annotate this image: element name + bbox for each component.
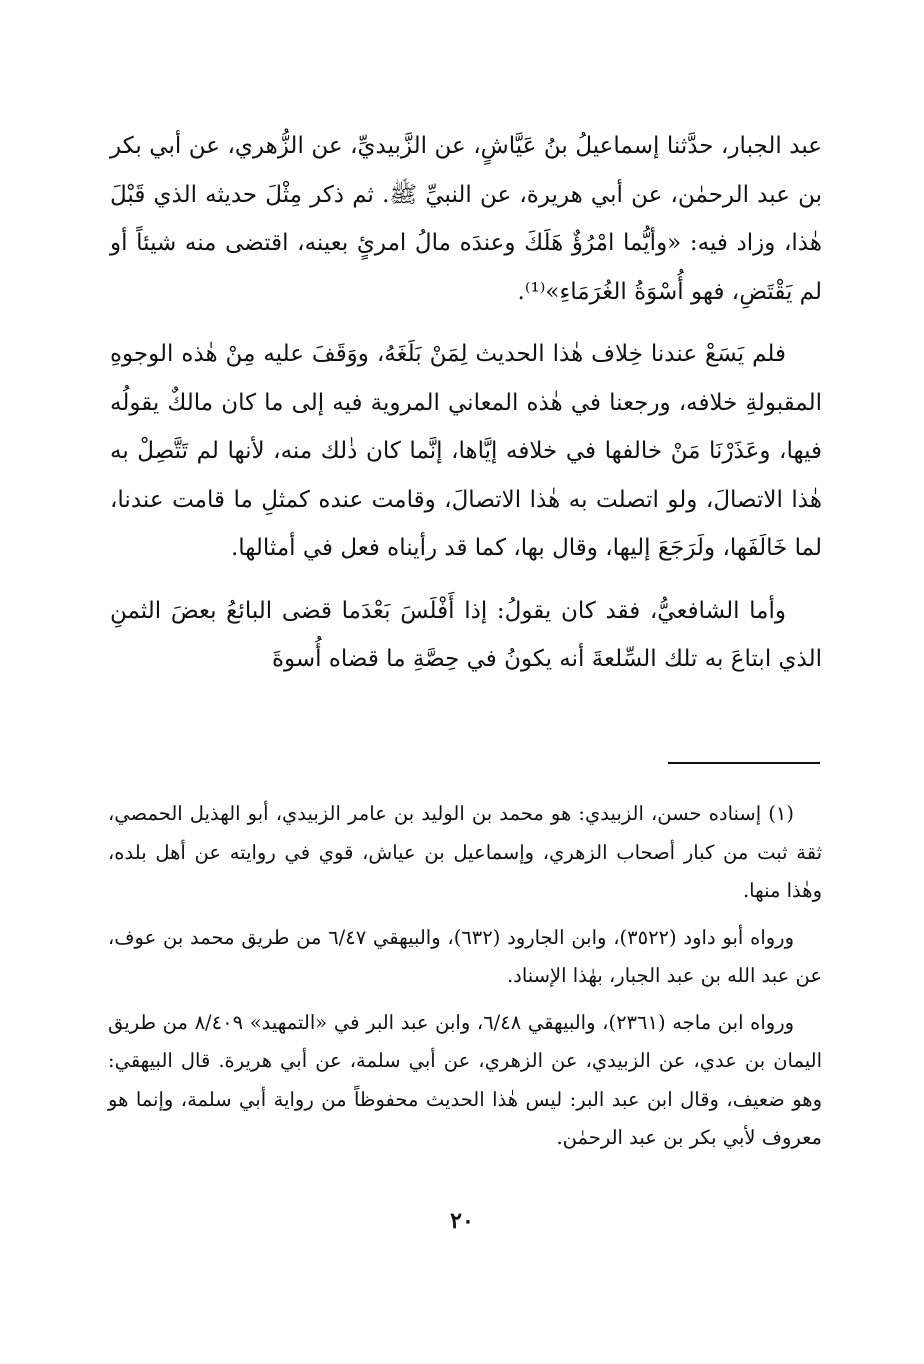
footnote-gap — [108, 996, 822, 1004]
footnote-1-isnad: (١) إسناده حسن، الزبيدي: هو محمد بن الوليد بن عامر الزبيدي، أبو الهذيل الحمصي، ثقة ثبت من كبار أصحاب الزهري، وإسماعيل بن عياش، قوي في روايته عن أهل بلده، وهٰذا منها. — [108, 802, 822, 902]
main-text-block — [110, 122, 822, 684]
page-number: ٢٠ — [450, 1208, 474, 1234]
footnote-1-abu-dawud: ورواه أبو داود (٣٥٢٢)، وابن الجارود (٦٣٢)، والبيهقي ٦/٤٧ من طريق محمد بن عوف، عن عبد الله بن عبد الجبار، بهٰذا الإسناد. — [108, 925, 822, 987]
footnote-separator-line — [668, 762, 820, 764]
paragraph-shafii-opinion: وأما الشافعيُّ، فقد كان يقولُ: إذا أَفْلَسَ بَعْدَما قضى البائعُ بعضَ الثمنِ الذي ابتاعَ به تلك السِّلعةَ أنه يكونُ في حِصَّةِ ما قضاه أُسوةَ — [110, 597, 822, 672]
paragraph-hadith-continuation: عبد الجبار، حدَّثنا إسماعيلُ بنُ عَيَّاشٍ، عن الزَّبيديِّ، عن الزُّهري، عن أبي بكر بن عبد الرحمٰن، عن أبي هريرة، عن النبيِّ ﷺ. ثم ذكر مِثْلَ حديثه الذي قَبْلَ هٰذا، وزاد فيه: «وأيُّما امْرُؤٌ هَلَكَ وعندَه مالُ امرئٍ بعينه، اقتضى منه شيئاً أو لم يَقْتَضِ، فهو أُسْوَةُ الغُرَمَاءِ»⁽¹⁾. — [110, 133, 822, 305]
footnote-1-ibn-majah: ورواه ابن ماجه (٢٣٦١)، والبيهقي ٦/٤٨، وابن عبد البر في «التمهيد» ٨/٤٠٩ من طريق اليمان بن عدي، عن الزبيدي، عن الزهري، عن أبي سلمة، عن أبي هريرة. قال البيهقي: وهو ضعيف، وقال ابن عبد البر: ليس هٰذا الحديث محفوظاً من رواية أبي سلمة، وإنما هو معروف لأبي بكر بن عبد الرحمٰن. — [108, 1010, 822, 1149]
paragraph-gap — [110, 316, 822, 330]
paragraph-gap — [110, 573, 822, 587]
footnote-gap — [108, 911, 822, 919]
paragraph-malik-discussion: فلم يَسَعْ عندنا خِلاف هٰذا الحديث لِمَنْ بَلَغَهُ، ووَقَفَ عليه مِنْ هٰذه الوجوهِ المقبولةِ خلافه، ورجعنا في هٰذه المعاني المروية فيه إلى ما كان مالكٌ يقولُه فيها، وعَذَرْنَا مَنْ خالفها في خلافه إيَّاها، إنَّما كان ذٰلك منه، لأنها لم تَتَّصِلْ به هٰذا الاتصالَ، ولو اتصلت به هٰذا الاتصالَ، وقامت عنده كمثلِ ما قامت عندنا، لما خَالَفَها، ولَرَجَعَ إليها، وقال بها، كما قد رأيناه فعل في أمثالها. — [110, 341, 822, 561]
footnotes-block — [108, 795, 822, 1158]
